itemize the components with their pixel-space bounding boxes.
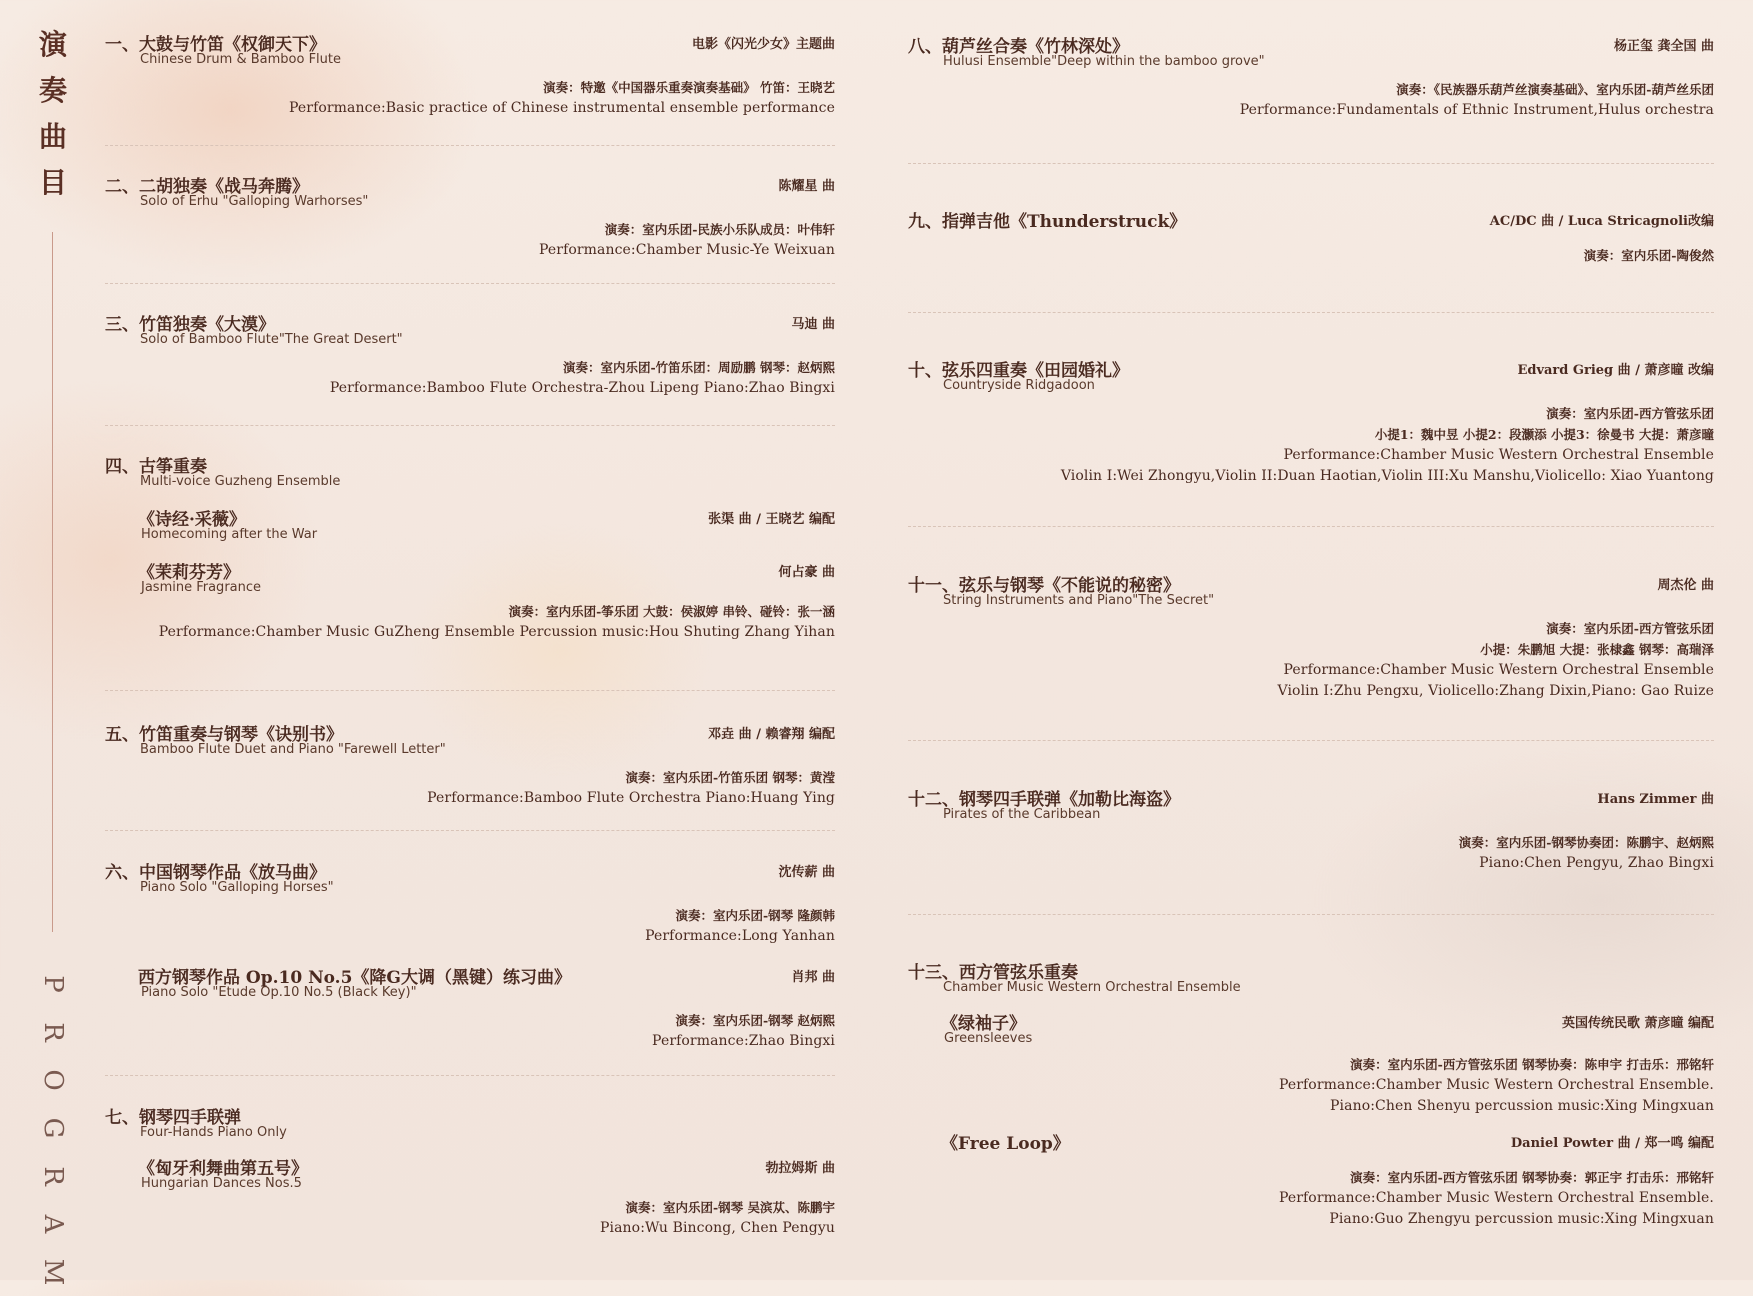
side-en-char: G xyxy=(38,1117,68,1139)
sub-title-en: Hungarian Dances Nos.5 xyxy=(141,1176,302,1191)
item-title-en: Bamboo Flute Duet and Piano "Farewell Letter" xyxy=(140,742,446,757)
side-en-char: P xyxy=(38,975,68,993)
item-performer-cn: 演奏：室内乐团-西方管弦乐团 xyxy=(1546,621,1714,636)
item-performer-cn: 演奏：室内乐团-竹笛乐团 钢琴：黄滢 xyxy=(625,770,835,785)
sub-performer-cn: 演奏：室内乐团-钢琴 赵炳熙 xyxy=(675,1013,835,1028)
sub-title: 《诗经·采薇》 xyxy=(138,510,246,530)
item-title: 十二、钢琴四手联弹《加勒比海盗》 xyxy=(908,790,1180,810)
program-item-7 xyxy=(105,1103,835,1239)
divider xyxy=(105,690,835,691)
item-performer-cn: 演奏：室内乐团-西方管弦乐团 xyxy=(1546,406,1714,421)
item-performer-en: Performance:Chamber Music Western Orchestral Ensemble xyxy=(1283,447,1714,463)
sub-title: 西方钢琴作品 Op.10 No.5《降G大调（黑键）练习曲》 xyxy=(138,968,571,988)
item-composer: 马迪 曲 xyxy=(791,317,835,332)
item-performer-cn: 演奏：室内乐团-竹笛乐团：周励鹏 钢琴：赵炳熙 xyxy=(562,360,835,375)
divider xyxy=(105,425,835,426)
divider xyxy=(908,526,1714,527)
item-composer: 沈传薪 曲 xyxy=(778,865,835,880)
sub-title-en: Homecoming after the War xyxy=(141,527,318,542)
program-item-10 xyxy=(908,356,1714,487)
sub-performer-en-2: Piano:Guo Zhengyu percussion music:Xing Mingxuan xyxy=(1329,1211,1714,1227)
item-performer-en: Piano:Wu Bincong, Chen Pengyu xyxy=(600,1220,835,1236)
sub-title-en: Greensleeves xyxy=(944,1031,1033,1046)
sub-performer-en: Performance:Zhao Bingxi xyxy=(652,1033,835,1049)
item-performer-cn-2: 小提1：魏中昱 小提2：段灏添 小提3：徐曼书 大提：萧彦曈 xyxy=(1374,427,1714,442)
sub-composer: 肖邦 曲 xyxy=(791,970,835,985)
item-performer-en-2: Violin I:Wei Zhongyu,Violin II:Duan Haotian,Violin III:Xu Manshu,Violicello: Xiao Yuantong xyxy=(1060,468,1714,484)
item-title: 四、古筝重奏 xyxy=(105,457,207,477)
program-item-13 xyxy=(908,958,1714,1230)
item-title-en: Pirates of the Caribbean xyxy=(943,807,1101,822)
sub-title: 《匈牙利舞曲第五号》 xyxy=(138,1159,308,1179)
item-performer-cn: 演奏：室内乐团-钢琴协奏团：陈鹏宇、赵炳熙 xyxy=(1458,835,1714,850)
item-title-en: Chamber Music Western Orchestral Ensemble xyxy=(943,980,1241,995)
side-en-char: R xyxy=(38,1166,68,1186)
side-en-char: M xyxy=(38,1258,68,1286)
sub-title: 《绿袖子》 xyxy=(941,1014,1026,1034)
item-composer: 周杰伦 曲 xyxy=(1657,578,1714,593)
divider xyxy=(105,1075,835,1076)
sub-title: 《茉莉芬芳》 xyxy=(138,563,240,583)
item-composer: Hans Zimmer 曲 xyxy=(1597,792,1714,807)
sub-piece-2 xyxy=(105,558,835,595)
sub-composer: 勃拉姆斯 曲 xyxy=(765,1161,835,1176)
program-item-12 xyxy=(908,785,1714,874)
item-composer: Edvard Grieg 曲 / 萧彦曈 改编 xyxy=(1517,363,1714,378)
side-title-char: 奏 xyxy=(38,74,67,107)
item-performer-cn: 演奏：室内乐团-钢琴 隆颜韩 xyxy=(675,908,835,923)
program-item-6 xyxy=(105,858,835,1052)
side-en-char: A xyxy=(38,1214,68,1234)
item-title-en: Chinese Drum & Bamboo Flute xyxy=(140,52,341,67)
divider xyxy=(908,740,1714,741)
item-title: 三、竹笛独奏《大漠》 xyxy=(105,315,275,335)
item-performer-cn: 演奏：特邀《中国器乐重奏演奏基础》 竹笛：王晓艺 xyxy=(543,80,835,95)
item-performer-cn: 演奏：室内乐团-筝乐团 大鼓：侯淑婷 串铃、碰铃：张一涵 xyxy=(508,604,835,619)
item-performer-en: Performance:Chamber Music GuZheng Ensemble Percussion music:Hou Shuting Zhang Yihan xyxy=(158,624,835,640)
divider xyxy=(908,914,1714,915)
sub-composer: 张渠 曲 / 王晓艺 编配 xyxy=(708,512,835,527)
sub-piece-2 xyxy=(908,1129,1714,1230)
item-performer-cn: 演奏：室内乐团-钢琴 吴滨苁、陈鹏宇 xyxy=(625,1200,835,1215)
item-title: 五、竹笛重奏与钢琴《诀别书》 xyxy=(105,725,343,745)
sub-piece-1 xyxy=(105,963,835,1052)
item-performer-cn: 演奏：《民族器乐葫芦丝演奏基础》、室内乐团-葫芦丝乐团 xyxy=(1396,82,1714,97)
item-title-en: String Instruments and Piano"The Secret" xyxy=(943,593,1215,608)
sub-composer: Daniel Powter 曲 / 郑一鸣 编配 xyxy=(1510,1136,1714,1151)
sub-composer: 何占豪 曲 xyxy=(778,565,835,580)
side-title-cn xyxy=(38,22,68,206)
item-performer-en-2: Violin I:Zhu Pengxu, Violicello:Zhang Dixin,Piano: Gao Ruize xyxy=(1277,683,1714,699)
item-composer: 电影《闪光少女》主题曲 xyxy=(691,37,835,52)
sub-title-en: Piano Solo "Etude Op.10 No.5 (Black Key)" xyxy=(141,985,417,1000)
sub-piece-1 xyxy=(105,505,835,542)
sub-title: 《Free Loop》 xyxy=(941,1134,1070,1154)
sub-performer-en: Performance:Chamber Music Western Orchestral Ensemble. xyxy=(1278,1077,1714,1093)
program-item-9 xyxy=(908,207,1714,266)
sub-performer-en-2: Piano:Chen Shenyu percussion music:Xing Mingxuan xyxy=(1330,1098,1714,1114)
item-performer-en: Performance:Chamber Music Western Orchestral Ensemble xyxy=(1283,662,1714,678)
item-composer: 陈耀星 曲 xyxy=(778,179,835,194)
sub-performer-en: Performance:Chamber Music Western Orchestral Ensemble. xyxy=(1278,1190,1714,1206)
item-title: 六、中国钢琴作品《放马曲》 xyxy=(105,863,326,883)
program-item-3 xyxy=(105,310,835,399)
divider xyxy=(105,830,835,831)
item-title: 八、葫芦丝合奏《竹林深处》 xyxy=(908,37,1129,57)
item-performer-cn: 演奏：室内乐团-陶俊然 xyxy=(1583,248,1714,263)
sub-title-en: Jasmine Fragrance xyxy=(141,580,262,595)
item-title: 一、大鼓与竹笛《权御天下》 xyxy=(105,35,326,55)
item-title-en: Multi-voice Guzheng Ensemble xyxy=(140,474,341,489)
divider xyxy=(105,283,835,284)
side-title-char: 曲 xyxy=(38,120,67,153)
item-performer-en: Performance:Chamber Music-Ye Weixuan xyxy=(539,242,835,258)
program-item-8 xyxy=(908,32,1714,121)
program-item-11 xyxy=(908,571,1714,702)
sub-piece-1 xyxy=(908,1009,1714,1117)
item-performer-en: Performance:Fundamentals of Ethnic Instrument,Hulus orchestra xyxy=(1239,102,1714,118)
sub-performer-cn: 演奏：室内乐团-西方管弦乐团 钢琴协奏：陈申宇 打击乐：邢铭轩 xyxy=(1350,1057,1714,1072)
item-performer-cn: 演奏：室内乐团-民族小乐队成员：叶伟轩 xyxy=(604,222,835,237)
program-item-5 xyxy=(105,720,835,809)
item-title: 七、钢琴四手联弹 xyxy=(105,1108,241,1128)
sub-composer: 英国传统民歌 萧彦曈 编配 xyxy=(1561,1016,1714,1031)
item-title: 二、二胡独奏《战马奔腾》 xyxy=(105,177,309,197)
sub-performer-cn: 演奏：室内乐团-西方管弦乐团 钢琴协奏：郭正宇 打击乐：邢铭轩 xyxy=(1350,1170,1714,1185)
item-title: 九、指弹吉他《Thunderstruck》 xyxy=(908,212,1187,232)
item-title-en: Solo of Erhu "Galloping Warhorses" xyxy=(140,194,369,209)
sub-piece-1 xyxy=(105,1154,835,1191)
item-composer: AC/DC 曲 / Luca Stricagnoli改编 xyxy=(1489,214,1714,229)
item-title: 十一、弦乐与钢琴《不能说的秘密》 xyxy=(908,576,1180,596)
item-performer-en: Performance:Long Yanhan xyxy=(645,928,835,944)
item-performer-en: Performance:Basic practice of Chinese instrumental ensemble performance xyxy=(289,100,835,116)
side-en-char: O xyxy=(38,1069,68,1091)
program-item-2 xyxy=(105,172,835,261)
divider xyxy=(908,163,1714,164)
item-title-en: Piano Solo "Galloping Horses" xyxy=(140,880,334,895)
item-performer-en: Performance:Bamboo Flute Orchestra-Zhou Lipeng Piano:Zhao Bingxi xyxy=(329,380,835,396)
program-item-1 xyxy=(105,30,835,119)
program-item-4 xyxy=(105,452,835,643)
item-performer-en: Performance:Bamboo Flute Orchestra Piano:Huang Ying xyxy=(427,790,835,806)
item-title-en: Four-Hands Piano Only xyxy=(140,1125,287,1140)
item-performer-cn-2: 小提：朱鹏旭 大提：张棣鑫 钢琴：高瑞泽 xyxy=(1480,642,1714,657)
side-title-char: 目 xyxy=(38,166,67,199)
side-en-char: R xyxy=(38,1022,68,1042)
side-divider xyxy=(52,232,53,932)
item-title-en: Hulusi Ensemble"Deep within the bamboo grove" xyxy=(943,54,1265,69)
divider xyxy=(908,312,1714,313)
item-title: 十三、西方管弦乐重奏 xyxy=(908,963,1078,983)
side-title-char: 演 xyxy=(38,28,67,61)
divider xyxy=(105,145,835,146)
item-title-en: Solo of Bamboo Flute"The Great Desert" xyxy=(140,332,403,347)
item-title-en: Countryside Ridgadoon xyxy=(943,378,1095,393)
item-performer-en: Piano:Chen Pengyu, Zhao Bingxi xyxy=(1479,855,1714,871)
item-composer: 杨正玺 龚全国 曲 xyxy=(1613,39,1714,54)
item-composer: 邓垚 曲 / 赖睿翔 编配 xyxy=(708,727,835,742)
side-title-en xyxy=(38,960,68,1296)
item-title: 十、弦乐四重奏《田园婚礼》 xyxy=(908,361,1129,381)
